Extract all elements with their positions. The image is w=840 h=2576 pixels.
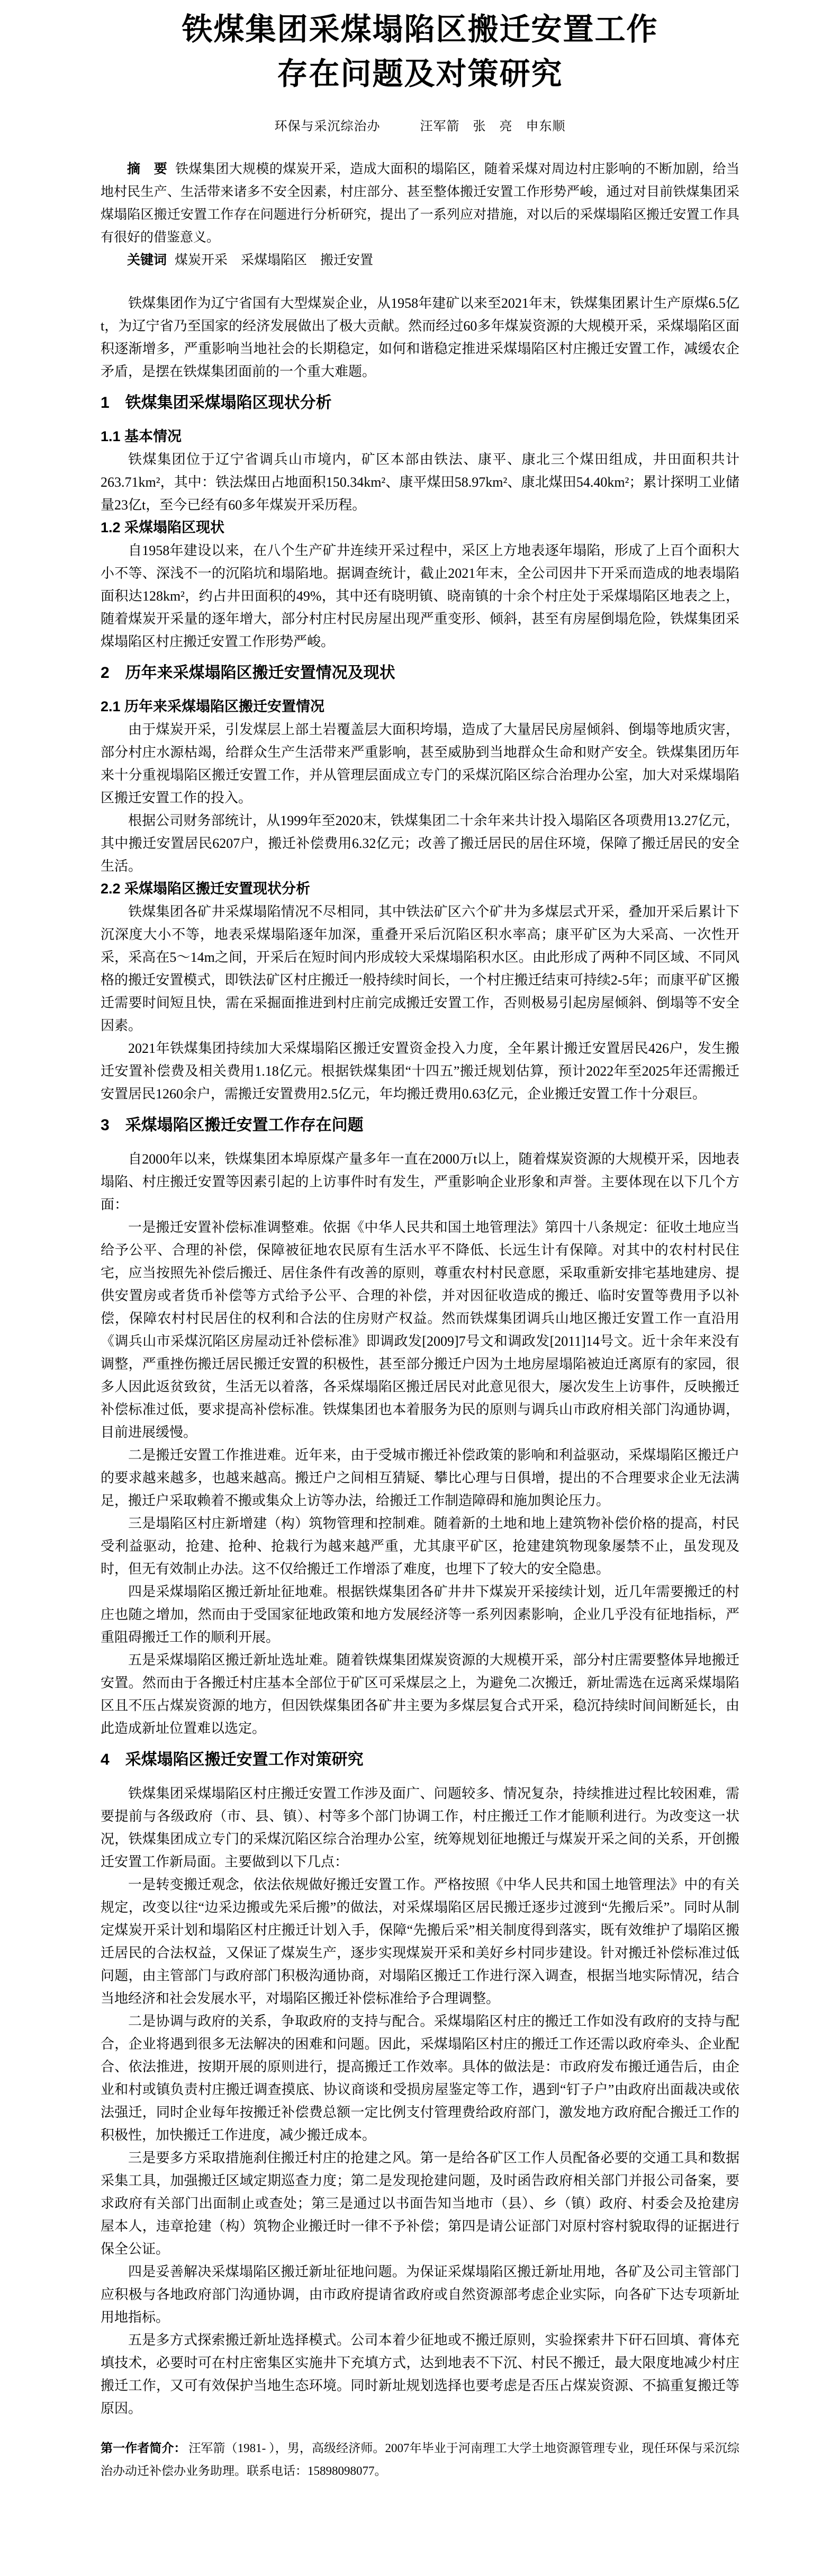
section-4-point-2: 二是协调与政府的关系，争取政府的支持与配合。采煤塌陷区村庄的搬迁工作如没有政府的支持与配合，企业将遇到很多无法解决的困难和问题。因此，采煤塌陷区村庄的搬迁工作还需以政府牵头、企业配合、依法推进，按期开展的原则进行，提高搬迁工作效率。具体的做法是：市政府发布搬迁通告后，由企业和村或镇负责村庄搬迁调查摸底、协议商谈和受损房屋鉴定等工作，遇到“钉子户”由政府出面裁决或依法强迁，同时企业每年按搬迁补偿费总额一定比例支付管理费给政府部门，激发地方政府配合搬迁工作的积极性，加快搬迁工作进度，减少搬迁成本。 [101, 2014, 739, 2143]
section-3-intro-paragraph: 自2000年以来，铁煤集团本埠原煤产量多年一直在2000万t以上，随着煤炭资源的大规模开采，因地表塌陷、村庄搬迁安置等因素引起的上访事件时有发生，严重影响企业形象和声誉。主要体现在以下几个方面： [101, 1151, 739, 1212]
first-author-bio [101, 2437, 739, 2482]
section-4-point-1: 一是转变搬迁观念，依法依规做好搬迁安置工作。严格按照《中华人民共和国土地管理法》中的有关规定，改变以往“边采边搬或先采后搬”的做法，对采煤塌陷区居民搬迁逐步过渡到“先搬后采”。同时从制定煤炭开采计划和塌陷区村庄搬迁计划入手，保障“先搬后采”相关制度得到落实，既有效维护了塌陷区搬迁居民的合法权益，又保证了煤炭生产，逐步实现煤炭开采和美好乡村同步建设。针对搬迁补偿标准过低问题，由主管部门与政府部门积极沟通协商，对塌陷区搬迁工作进行深入调查，根据当地实际情况，结合当地经济和社会发展水平，对塌陷区搬迁补偿标准给予合理调整。 [101, 1877, 739, 2006]
section-2-1-paragraph-1: 由于煤炭开采，引发煤层上部土岩覆盖层大面积垮塌，造成了大量居民房屋倾斜、倒塌等地质灾害，部分村庄水源枯竭，给群众生产生活带来严重影响，甚至威胁到当地群众生命和财产安全。铁煤集团历年来十分重视塌陷区搬迁安置工作，并从管理层面成立专门的采煤沉陷区综合治理办公室，加大对采煤塌陷区搬迁安置工作的投入。 [101, 722, 739, 806]
subsection-1-2-heading: 1.2 采煤塌陷区现状 [101, 520, 225, 535]
section-4-intro-paragraph: 铁煤集团采煤塌陷区村庄搬迁安置工作涉及面广、问题较多、情况复杂，持续推进过程比较困难，需要提前与各级政府（市、县、镇）、村等多个部门协调工作，村庄搬迁工作才能顺利进行。为改变这一状况，铁煤集团成立专门的采煤沉陷区综合治理办公室，统筹规划征地搬迁与煤炭开采之间的关系，开创搬迁安置工作新局面。主要做到以下几点： [101, 1786, 739, 1870]
keywords-text: 煤炭开采 采煤塌陷区 搬迁安置 [175, 253, 374, 267]
section-2-2-paragraph-1: 铁煤集团各矿井采煤塌陷情况不尽相同，其中铁法矿区六个矿井为多煤层式开采，叠加开采后累计下沉深度大小不等，地表采煤塌陷逐年加深，重叠开采后沉陷区积水率高；康平矿区为大采高、一次性开采，采高在5～14m之间，开采后在短时间内形成较大采煤塌陷积水区。由此形成了两种不同区域、不同风格的搬迁安置模式，即铁法矿区村庄搬迁一般持续时间长，一个村庄搬迁结束可持续2-5年；而康平矿区搬迁需要时间短且快，需在采掘面推进到村庄前完成搬迁安置工作，否则极易引起房屋倾斜、倒塌等不安全因素。 [101, 904, 739, 1033]
section-3-heading: 3 采煤塌陷区搬迁安置工作存在问题 [101, 1116, 364, 1134]
section-2-2-paragraph-2: 2021年铁煤集团持续加大采煤塌陷区搬迁安置资金投入力度，全年累计搬迁安置居民426户，发生搬迁安置补偿费及相关费用1.18亿元。根据铁煤集团“十四五”搬迁规划估算，预计2022年至2025年还需搬迁安置居民1260余户，需搬迁安置费用2.5亿元，年均搬迁费用0.63亿元，企业搬迁安置工作十分艰巨。 [101, 1041, 739, 1102]
section-4-point-3: 三是要多方采取措施刹住搬迁村庄的抢建之风。第一是给各矿区工作人员配备必要的交通工具和数据采集工具，加强搬迁区域定期巡查力度；第二是发现抢建问题，及时函告政府相关部门并报公司备案，要求政府有关部门出面制止或查处；第三是通过以书面告知当地市（县）、乡（镇）政府、村委会及抢建房屋本人，违章抢建（构）筑物企业搬迁时一律不予补偿；第四是请公证部门对原村容村貌取得的证据进行保全公证。 [101, 2150, 739, 2257]
paper-title-line-2: 存在问题及对策研究 [277, 57, 563, 91]
subsection-2-2-heading: 2.2 采煤塌陷区搬迁安置现状分析 [101, 881, 311, 897]
section-4-point-4: 四是妥善解决采煤塌陷区搬迁新址征地问题。为保证采煤塌陷区搬迁新址用地，各矿及公司主管部门应积极与各地政府部门沟通协调，由市政府提请省政府或自然资源部考虑企业实际，向各矿下达专项新址用地指标。 [101, 2264, 739, 2325]
section-2-heading: 2 历年来采煤塌陷区搬迁安置情况及现状 [101, 664, 395, 682]
byline-authors: 环保与采沉综治办 汪军箭 张 亮 申东顺 [274, 120, 566, 133]
abstract-text: 铁煤集团大规模的煤炭开采，造成大面积的塌陷区，随着采煤对周边村庄影响的不断加剧，给当地村民生产、生活带来诸多不安全因素，村庄部分、甚至整体搬迁安置工作形势严峻，通过对目前铁煤集团采煤塌陷区搬迁安置工作存在问题进行分析研究，提出了一系列应对措施，对以后的采煤塌陷区搬迁安置工作具有很好的借鉴意义。 [101, 162, 739, 245]
keywords-label: 关键词 [127, 253, 167, 267]
section-3-point-4: 四是采煤塌陷区搬迁新址征地难。根据铁煤集团各矿井井下煤炭开采接续计划，近几年需要搬迁的村庄也随之增加，然而由于受国家征地政策和地方发展经济等一系列因素影响，企业几乎没有征地指标，严重阻碍搬迁工作的顺利开展。 [101, 1584, 739, 1645]
abstract-paragraph [101, 158, 739, 249]
section-3-point-2: 二是搬迁安置工作推进难。近年来，由于受城市搬迁补偿政策的影响和利益驱动，采煤塌陷区搬迁户的要求越来越多，也越来越高。搬迁户之间相互猜疑、攀比心理与日俱增，提出的不合理要求企业无法满足，搬迁户采取赖着不搬或集众上访等办法，给搬迁工作制造障碍和施加舆论压力。 [101, 1447, 739, 1508]
section-3-point-5: 五是采煤塌陷区搬迁新址选址难。随着铁煤集团煤炭资源的大规模开采，部分村庄需要整体异地搬迁安置。然而由于各搬迁村庄基本全部位于矿区可采煤层之上，为避免二次搬迁，新址需选在远离采煤塌陷区且不压占煤炭资源的地方，但因铁煤集团各矿井主要为多煤层复合式开采，稳沉持续时间间断延长，由此造成新址位置难以选定。 [101, 1652, 739, 1736]
section-1-2-paragraph: 自1958年建设以来，在八个生产矿井连续开采过程中，采区上方地表逐年塌陷，形成了上百个面积大小不等、深浅不一的沉陷坑和塌陷地。据调查统计，截止2021年末，全公司因井下开采而造成的地表塌陷面积达128km²，约占井田面积的49%，其中还有晓明镇、晓南镇的十余个村庄处于采煤塌陷区地表之上，随着煤炭开采量的逐年增大，部分村庄村民房屋出现严重变形、倾斜，甚至有房屋倒塌危险，铁煤集团采煤塌陷区村庄搬迁安置工作形势严峻。 [101, 543, 739, 649]
section-2-1-paragraph-2: 根据公司财务部统计，从1999年至2020末，铁煤集团二十余年来共计投入塌陷区各项费用13.27亿元，其中搬迁安置居民6207户，搬迁补偿费用6.32亿元；改善了搬迁居民的居住环境，保障了搬迁居民的安全生活。 [101, 813, 739, 874]
section-1-1-paragraph: 铁煤集团位于辽宁省调兵山市境内，矿区本部由铁法、康平、康北三个煤田组成，井田面积共计263.71km²，其中：铁法煤田占地面积150.34km²、康平煤田58.97km²、康北煤田54.40km²；累计探明工业储量23亿t，至今已经有60多年煤炭开采历程。 [101, 452, 739, 513]
section-3-point-1: 一是搬迁安置补偿标准调整难。依据《中华人民共和国土地管理法》第四十八条规定：征收土地应当给予公平、合理的补偿，保障被征地农民原有生活水平不降低、长远生计有保障。对其中的农村村民住宅，应当按照先补偿后搬迁、居住条件有改善的原则，尊重农村村民意愿，采取重新安排宅基地建房、提供安置房或者货币补偿等方式给予公平、合理的补偿，并对因征收造成的搬迁、临时安置等费用予以补偿，保障农村村民居住的权利和合法的住房财产权益。然而铁煤集团调兵山地区搬迁安置工作一直沿用《调兵山市采煤沉陷区房屋动迁补偿标准》即调政发[2009]7号文和调政发[2011]14号文。近十余年来没有调整，严重挫伤搬迁居民搬迁安置的积极性，甚至部分搬迁户因为土地房屋塌陷被迫迁离原有的家园，很多人因此返贫致贫，生活无以着落，各采煤塌陷区搬迁居民对此意见很大，屡次发生上访事件，反映搬迁补偿标准过低，要求提高补偿标准。铁煤集团也本着服务为民的原则与调兵山市政府相关部门沟通协调，目前进展缓慢。 [101, 1220, 739, 1440]
section-4-point-5: 五是多方式探索搬迁新址选择模式。公司本着少征地或不搬迁原则，实验探索井下矸石回填、膏体充填技术，必要时可在村庄密集区实施井下充填方式，达到地表不下沉、村民不搬迁，最大限度地减少村庄搬迁工作，又可有效保护当地生态环境。同时新址规划选择也要考虑是否压占煤炭资源、不搞重复搬迁等原因。 [101, 2332, 739, 2416]
paper-title-line-1: 铁煤集团采煤塌陷区搬迁安置工作 [182, 12, 658, 47]
section-1-heading: 1 铁煤集团采煤塌陷区现状分析 [101, 394, 332, 412]
abstract-label: 摘 要 [127, 162, 168, 176]
subsection-1-1-heading: 1.1 基本情况 [101, 428, 182, 444]
author-bio-text: 汪军箭（1981- ），男，高级经济师。2007年毕业于河南理工大学土地资源管理专业，现任环保与采沉综治办动迁补偿办业务助理。联系电话：15898098077。 [101, 2441, 739, 2477]
section-3-point-3: 三是塌陷区村庄新增建（构）筑物管理和控制难。随着新的土地和地上建筑物补偿价格的提高，村民受利益驱动，抢建、抢种、抢栽行为越来越严重，尤其康平矿区，抢建建筑物现象屡禁不止，虽发现及时，但无有效制止办法。这不仅给搬迁工作增添了难度，也埋下了较大的安全隐患。 [101, 1516, 739, 1577]
author-bio-label: 第一作者简介： [101, 2441, 186, 2455]
subsection-2-1-heading: 2.1 历年来采煤塌陷区搬迁安置情况 [101, 699, 325, 714]
section-4-heading: 4 采煤塌陷区搬迁安置工作对策研究 [101, 1751, 364, 1768]
keywords-line [101, 249, 739, 272]
intro-paragraph: 铁煤集团作为辽宁省国有大型煤炭企业，从1958年建矿以来至2021年末，铁煤集团累计生产原煤6.5亿t，为辽宁省乃至国家的经济发展做出了极大贡献。然而经过60多年煤炭资源的大规模开采，采煤塌陷区面积逐渐增多，严重影响当地社会的长期稳定，如何和谐稳定推进采煤塌陷区村庄搬迁安置工作，减缓农企矛盾，是摆在铁煤集团面前的一个重大难题。 [101, 296, 739, 379]
